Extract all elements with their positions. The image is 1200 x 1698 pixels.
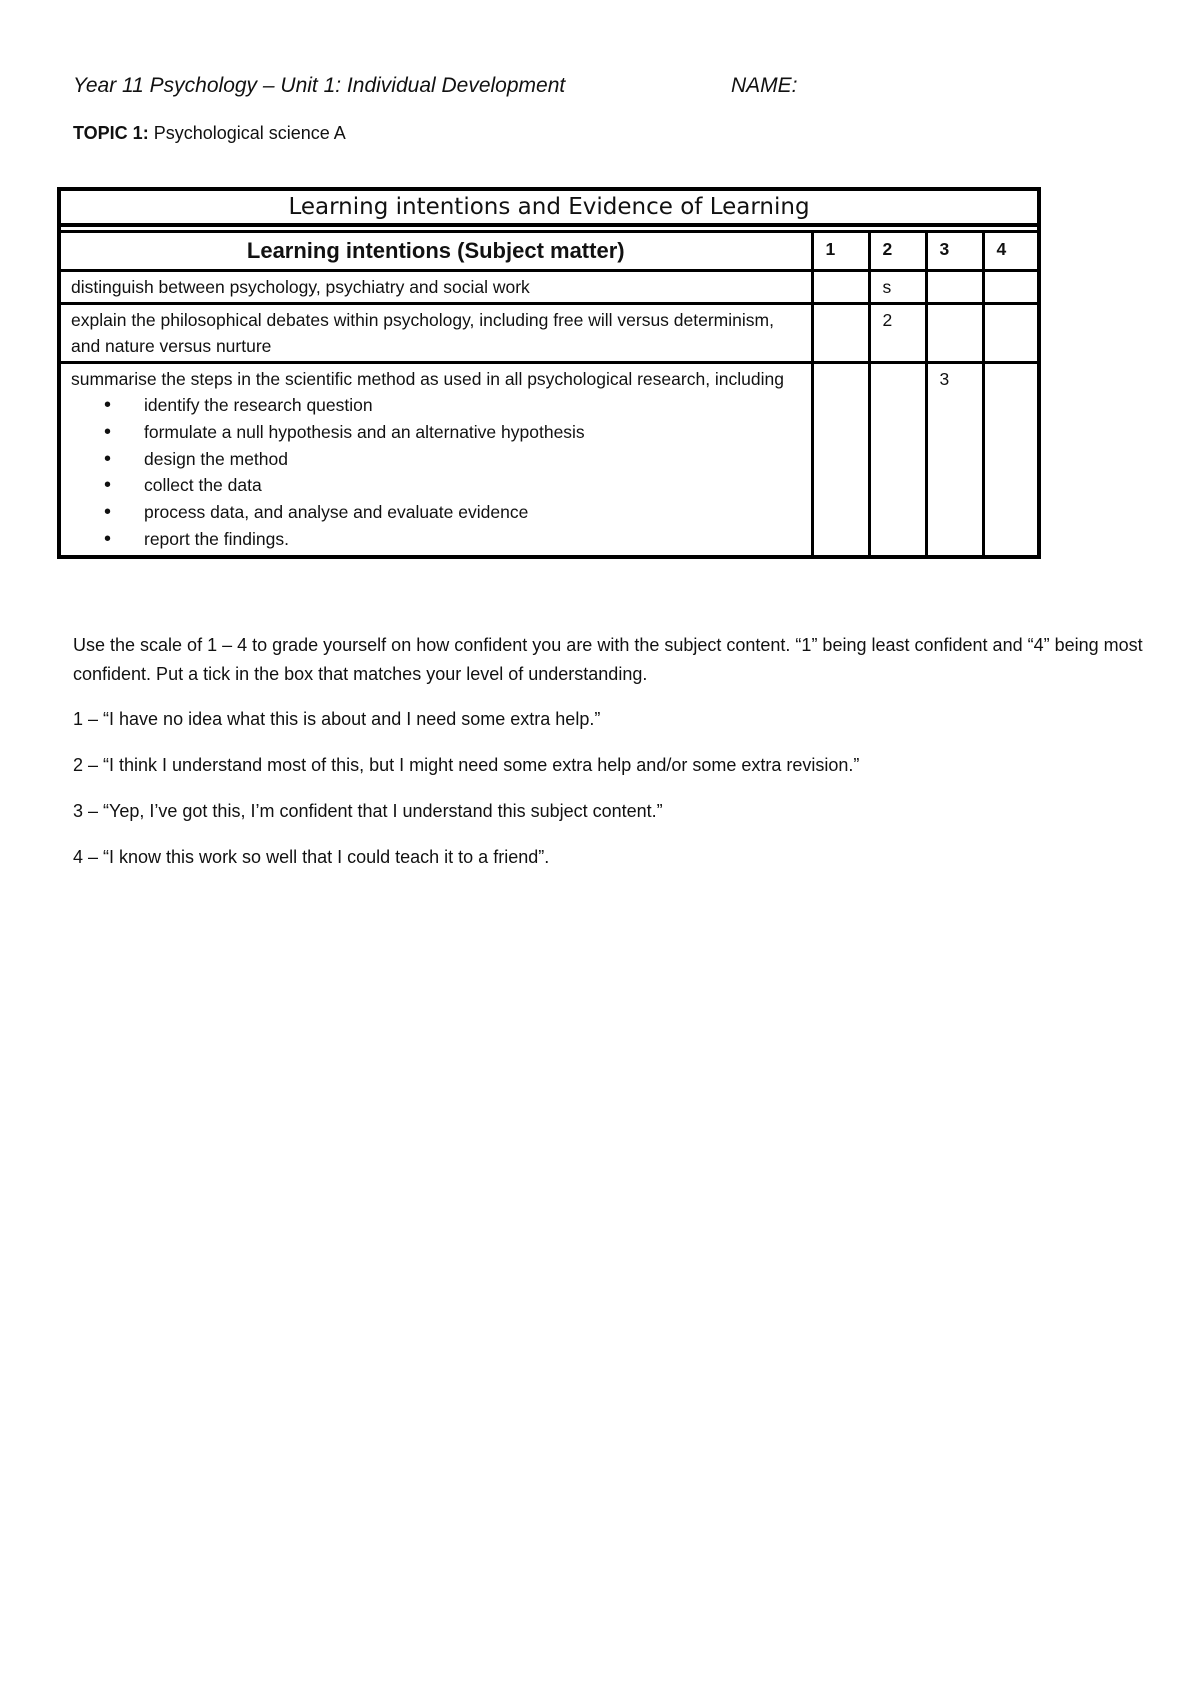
topic-line	[73, 123, 346, 144]
steps-list	[71, 392, 801, 553]
rating-cell-4[interactable]	[983, 271, 1040, 304]
table-header-row	[61, 233, 1040, 271]
subject-matter-header: Learning intentions (Subject matter)	[61, 233, 812, 271]
list-item: • report the findings.	[71, 526, 801, 553]
table-row	[61, 363, 1040, 555]
table-caption: Learning intentions and Evidence of Learning	[61, 191, 1037, 227]
instructions-intro: Use the scale of 1 – 4 to grade yourself on how confident you are with the subject content. “1” being least confident and “4” being most confident. Put a tick in the box that matches your level of understanding.	[73, 635, 1143, 684]
rating-cell-1[interactable]	[812, 363, 869, 555]
rating-cell-4[interactable]	[983, 363, 1040, 555]
name-label: NAME:	[731, 74, 798, 97]
intention-cell	[61, 363, 812, 555]
learning-intentions-table	[57, 187, 1041, 559]
topic-text: Psychological science A	[148, 123, 346, 143]
scale-item-1: 1 – “I have no idea what this is about and I need some extra help.”	[73, 709, 601, 729]
scale-item-4: 4 – “I know this work so well that I could teach it to a friend”.	[73, 847, 550, 867]
rating-cell-2[interactable]: 2	[869, 304, 926, 363]
rating-header-4: 4	[983, 233, 1040, 271]
rating-cell-3[interactable]: 3	[926, 363, 983, 555]
list-item: • process data, and analyse and evaluate evidence	[71, 499, 801, 526]
list-item: • formulate a null hypothesis and an alternative hypothesis	[71, 419, 801, 446]
rating-cell-4[interactable]	[983, 304, 1040, 363]
document-header	[73, 74, 798, 98]
intention-text: distinguish between psychology, psychiatry and social work	[61, 271, 812, 304]
rating-cell-3[interactable]	[926, 271, 983, 304]
rating-cell-2[interactable]	[869, 363, 926, 555]
rating-cell-1[interactable]	[812, 271, 869, 304]
scale-item-2: 2 – “I think I understand most of this, but I might need some extra help and/or some extra revision.”	[73, 755, 860, 775]
rating-header-3: 3	[926, 233, 983, 271]
rating-cell-3[interactable]	[926, 304, 983, 363]
rating-header-1: 1	[812, 233, 869, 271]
list-item: • collect the data	[71, 472, 801, 499]
course-title: Year 11 Psychology – Unit 1: Individual Development	[73, 74, 566, 97]
rating-cell-1[interactable]	[812, 304, 869, 363]
list-item: • design the method	[71, 446, 801, 473]
rating-header-2: 2	[869, 233, 926, 271]
topic-label: TOPIC 1:	[73, 123, 149, 143]
intentions-grid	[61, 233, 1040, 555]
intention-text: summarise the steps in the scientific method as used in all psychological research, including	[71, 369, 784, 389]
rating-cell-2[interactable]: s	[869, 271, 926, 304]
instructions	[73, 631, 1143, 889]
table-row	[61, 271, 1040, 304]
list-item: • identify the research question	[71, 392, 801, 419]
intention-text: explain the philosophical debates within psychology, including free will versus determinism, and nature versus nurture	[61, 304, 812, 363]
table-row	[61, 304, 1040, 363]
scale-item-3: 3 – “Yep, I’ve got this, I’m confident that I understand this subject content.”	[73, 801, 663, 821]
